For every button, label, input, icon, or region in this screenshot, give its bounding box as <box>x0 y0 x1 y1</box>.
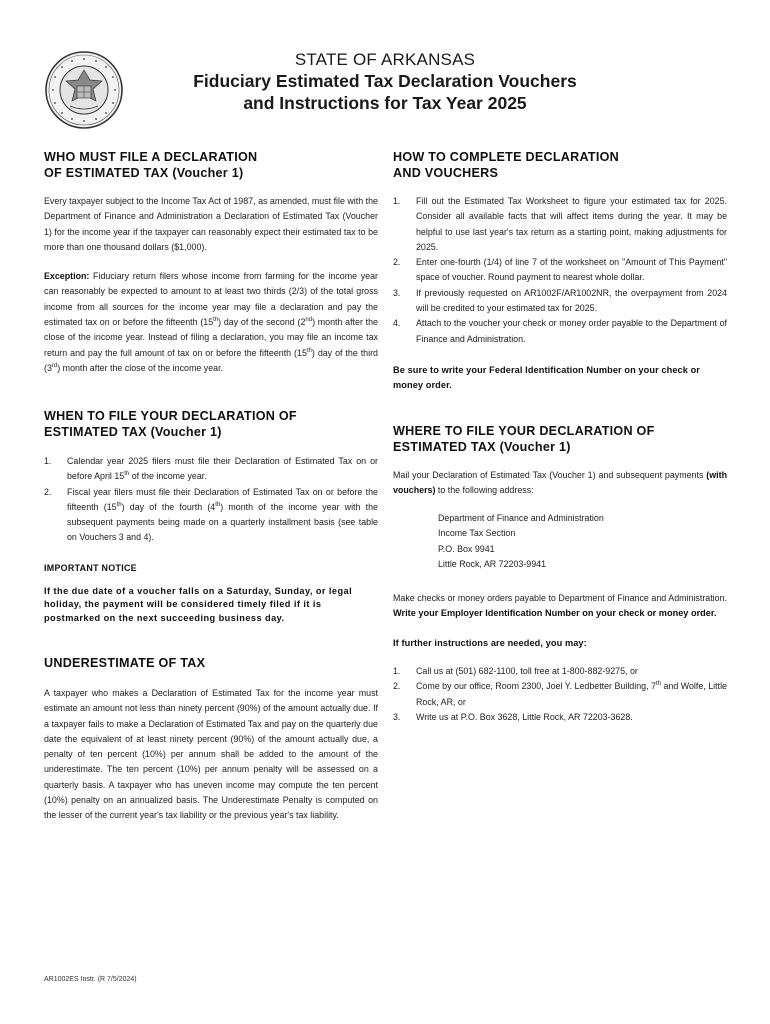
federal-id-note: Be sure to write your Federal Identification Number on your check or money order. <box>393 364 700 390</box>
contact-list <box>393 664 727 725</box>
document-title-line2: and Instructions for Tax Year 2025 <box>243 93 527 113</box>
list-item: 3. If previously requested on AR1002F/AR1002NR, the overpayment from 2024 will be credited to your estimated tax for 2025. <box>393 287 727 314</box>
when-to-file-section <box>44 408 378 625</box>
how-to-complete-heading: HOW TO COMPLETE DECLARATION AND VOUCHERS <box>393 150 619 180</box>
list-item: 2. Fiscal year filers must file their Declaration of Estimated Tax on or before the fifteenth (15th) day of the fourth (4th) month of the income year with the subsequent payments being made on a quarterly installment basis (see table on Vouchers 3 and 4). <box>44 486 378 543</box>
list-item: 1. Call us at (501) 682-1100, toll free at 1-800-882-9275, or <box>393 666 638 677</box>
when-to-file-heading: WHEN TO FILE YOUR DECLARATION OF ESTIMATED TAX (Voucher 1) <box>44 409 297 439</box>
document-title-line1: Fiduciary Estimated Tax Declaration Vouchers <box>193 71 577 91</box>
who-must-file-section <box>44 149 378 376</box>
important-notice-text: If the due date of a voucher falls on a Saturday, Sunday, or legal holiday, the payment will be considered timely filed if it is postmarked on the next succeeding business day. <box>44 585 353 623</box>
list-item: 3. Write us at P.O. Box 3628, Little Rock, AR 72203-3628. <box>393 712 633 723</box>
form-id: AR1002ES Instr. (R 7/5/2024) <box>44 976 137 983</box>
mail-instructions: Mail your Declaration of Estimated Tax (Voucher 1) and subsequent payments (with vouchers) to the following address: <box>393 470 727 496</box>
list-item: 1. Fill out the Estimated Tax Worksheet to figure your estimated tax for 2025. Consider all available facts that will affect items during the year. It may be helpful to use last year's tax return as a starting point, making adjustments for 2025. <box>393 196 727 252</box>
how-to-complete-section <box>393 149 727 393</box>
where-to-file-section <box>393 423 727 725</box>
who-must-file-heading: WHO MUST FILE A DECLARATION OF ESTIMATED TAX (Voucher 1) <box>44 150 258 180</box>
where-to-file-heading: WHERE TO FILE YOUR DECLARATION OF ESTIMATED TAX (Voucher 1) <box>393 424 655 454</box>
state-name: STATE OF ARKANSAS <box>294 50 476 69</box>
list-item: 1. Calendar year 2025 filers must file their Declaration of Estimated Tax on or before April 15th of the income year. <box>44 456 378 482</box>
who-must-file-paragraph: Every taxpayer subject to the Income Tax Act of 1987, as amended, must file with the Department of Finance and Administration a Declaration of Estimated Tax (Voucher 1) for the income year if the taxpayer can reasonably expect their estimated tax to be more than one thousand dollars ($1,000). <box>44 196 378 252</box>
how-to-complete-list <box>393 194 727 347</box>
further-instructions-heading: If further instructions are needed, you may: <box>393 638 587 649</box>
list-item: 4. Attach to the voucher your check or money order payable to the Department of Finance and Administration. <box>393 318 727 344</box>
important-notice-heading: IMPORTANT NOTICE <box>44 562 137 573</box>
underestimate-section <box>44 655 378 824</box>
payable-instructions: Make checks or money orders payable to Department of Finance and Administration. Write your Employer Identification Number on your check or money order. <box>393 592 727 618</box>
list-item: 2. Enter one-fourth (1/4) of line 7 of the worksheet on "Amount of This Payment" space of voucher. Round payment to nearest whole dollar. <box>393 257 727 283</box>
underestimate-paragraph: A taxpayer who makes a Declaration of Estimated Tax for the income year must estimate an amount not less than ninety percent (90%) of the amount actually due. If a taxpayer fails to make a Declaration of Estimated Tax and pay on the quarterly due date the equivalent of at least ninety percent (90%) of the amount actually due, a penalty of ten percent (10%) per annum shall be added to the amount of the underestimate. The ten percent (10%) per annum penalty will be assessed on a quarterly basis. A taxpayer who has uneven income may compute the ten percent (10%) penalty on an annualized basis. The Underestimate Penalty is computed on the lesser of the current year's tax liability or the previous year's tax liability. <box>44 688 378 821</box>
underestimate-heading: UNDERESTIMATE OF TAX <box>44 656 206 670</box>
list-item: 2. Come by our office, Room 2300, Joel Y. Ledbetter Building, 7th and Wolfe, Little Rock, AR, or <box>393 681 727 707</box>
exception-paragraph: Exception: Fiduciary return filers whose income from farming for the income year can reasonably be expected to amount to at least two thirds (2/3) of the total gross income from all sources for the income year may file a declaration and pay the estimated tax on or before the fifteenth (15th) day of the second (2nd) month after the close of the income year. Instead of filing a declaration, you may file an income tax return and pay the full amount of tax on or before the fifteenth (15th) day of the third (3rd) month after the close of the income year. <box>44 271 378 373</box>
when-to-file-list <box>44 454 378 546</box>
mailing-address: Department of Finance and Administration Income Tax Section P.O. Box 9941 Little Rock, AR 72203-9941 <box>438 512 604 570</box>
